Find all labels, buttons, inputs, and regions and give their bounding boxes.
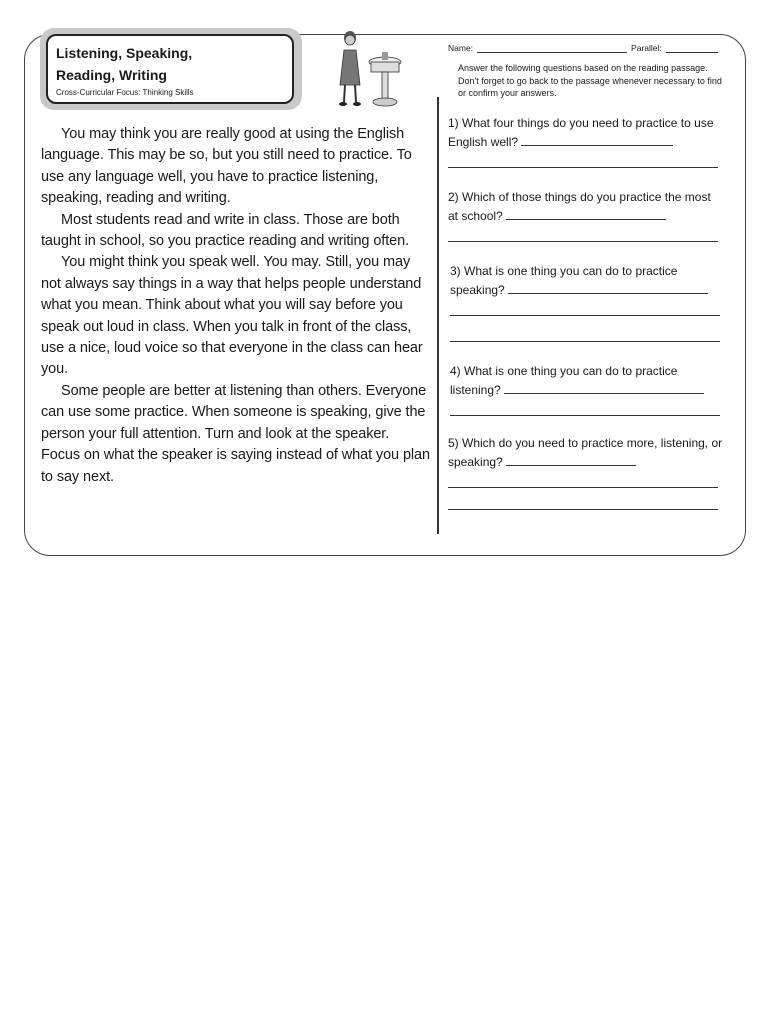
answer-field[interactable]: [506, 453, 636, 466]
answer-line[interactable]: [448, 486, 718, 488]
passage-paragraph: You may think you are really good at using the English language. This may be so, but you still need to practice. To use any language well, you have to practice listening, speaking, reading and writing.: [41, 126, 412, 207]
question-text: 2) Which of those things do you practice the most at school?: [448, 190, 711, 223]
student-info: [448, 43, 738, 53]
question-text: 4) What is one thing you can do to practice listening?: [450, 364, 678, 397]
title-box: [46, 34, 294, 104]
question-5: [448, 434, 724, 472]
reading-passage: [41, 124, 431, 488]
question-text: 5) Which do you need to practice more, listening, or speaking?: [448, 436, 723, 469]
answer-line[interactable]: [450, 314, 720, 316]
answer-field[interactable]: [508, 281, 708, 294]
question-2: [448, 188, 724, 226]
column-divider: [437, 97, 439, 534]
question-3: [450, 262, 724, 300]
answer-line[interactable]: [448, 240, 718, 242]
passage-paragraph: Some people are better at listening than others. Everyone can use some practice. When someone is speaking, give the person your full attention. Turn and look at the speaker. Focus on what the speaker is saying instead of what you plan to say next.: [41, 382, 430, 485]
instructions: Answer the following questions based on the reading passage. Don't forget to go back to the passage whenever necessary to find or confirm your answers.: [458, 63, 722, 98]
answer-field[interactable]: [506, 207, 666, 220]
student-at-podium-icon: [330, 30, 420, 112]
answer-line[interactable]: [450, 340, 720, 342]
parallel-field[interactable]: [666, 43, 718, 53]
answer-line[interactable]: [448, 508, 718, 510]
name-label: Name:: [448, 43, 474, 53]
answer-field[interactable]: [504, 381, 704, 394]
answer-line[interactable]: [448, 166, 718, 168]
passage-paragraph: Most students read and write in class. Those are both taught in school, so you practice reading and writing often.: [41, 211, 410, 250]
question-4: [450, 362, 724, 400]
question-text: 3) What is one thing you can do to practice speaking?: [450, 264, 678, 297]
name-field[interactable]: [477, 43, 627, 53]
question-1: [448, 114, 724, 152]
title-line-2: Reading, Writing: [56, 67, 167, 83]
answer-field[interactable]: [521, 133, 673, 146]
question-text: 1) What four things do you need to practice to use English well?: [448, 116, 714, 149]
answer-line[interactable]: [450, 414, 720, 416]
parallel-label: Parallel:: [631, 43, 662, 53]
title-line-1: Listening, Speaking,: [56, 45, 193, 61]
passage-paragraph: You might think you speak well. You may. Still, you may not always say things in a way that helps people understand what you mean. Think about what you will say before you speak out loud in class. When you talk in front of the class, use a nice, loud voice so that everyone in the class can hear you.: [41, 254, 423, 378]
subtitle: Cross-Curricular Focus: Thinking Skills: [56, 88, 194, 97]
